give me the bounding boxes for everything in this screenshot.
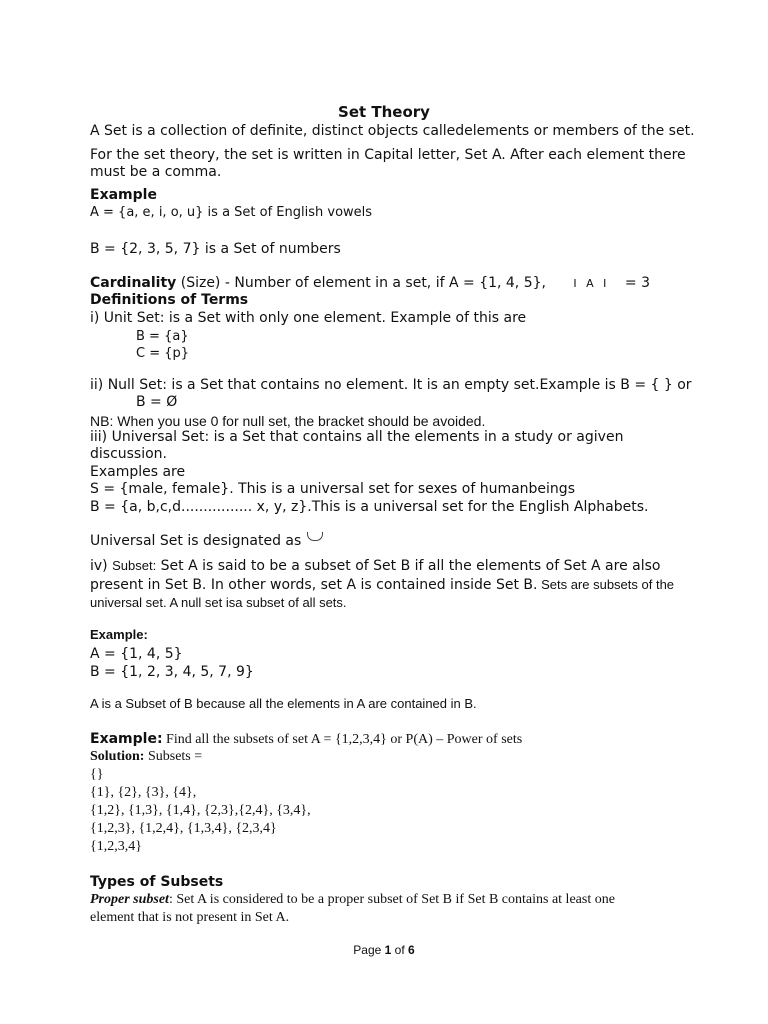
- null-set-example: B = Ø: [136, 394, 178, 410]
- example-set-b: B = {2, 3, 5, 7} is a Set of numbers: [90, 241, 341, 257]
- subset-row: {1}, {2}, {3}, {4},: [90, 785, 197, 800]
- proper-subset-text-1: : Set A is considered to be a proper subset of Set B if Set B contains at least one: [168, 892, 615, 907]
- solution-text: Subsets =: [144, 749, 203, 764]
- power-question-text: Find all the subsets of set A = {1,2,3,4} or P(A) – Power of sets: [162, 732, 523, 747]
- nb-note: NB: When you use 0 for null set, the bracket should be avoided.: [90, 413, 486, 429]
- solution-label: Solution:: [90, 749, 145, 764]
- cardinality-equals: = 3: [624, 275, 650, 291]
- universal-set-definition-1: iii) Universal Set: is a Set that contains all the elements in a study or agiven: [90, 429, 624, 445]
- universal-designated-line: [90, 532, 323, 549]
- subset-label: Subset:: [112, 558, 157, 573]
- cardinality-line: [90, 275, 650, 291]
- page-title: Set Theory: [338, 103, 430, 121]
- universal-example-1: S = {male, female}. This is a universal set for sexes of humanbeings: [90, 481, 575, 497]
- definitions-heading: Definitions of Terms: [90, 292, 249, 308]
- intro-line-1: A Set is a collection of definite, distinct objects calledelements or members of the set.: [90, 123, 695, 139]
- example-heading: Example: [90, 187, 157, 203]
- footer-page-number: 1: [384, 943, 392, 957]
- unit-set-example-1: B = {a}: [136, 329, 189, 344]
- intro-line-3: must be a comma.: [90, 164, 222, 180]
- solution-line: [90, 749, 202, 765]
- example-set-a: A = {a, e, i, o, u} is a Set of English vowels: [90, 205, 373, 220]
- subset-row: {1,2}, {1,3}, {1,4}, {2,3},{2,4}, {3,4},: [90, 803, 311, 818]
- subset-conclusion: A is a Subset of B because all the elements in A are contained in B.: [90, 696, 477, 711]
- power-example-label: Example:: [90, 731, 163, 747]
- universal-example-2: B = {a, b,c,d................ x, y, z}.This is a universal set for the English Alphabets.: [90, 499, 649, 515]
- universal-set-symbol-icon: [307, 532, 323, 541]
- subset-definition-2: [90, 577, 674, 593]
- subset-definition-1: [90, 558, 660, 574]
- subset-example-heading: Example:: [90, 627, 148, 642]
- types-of-subsets-heading: Types of Subsets: [90, 874, 224, 890]
- cardinality-notation: I A I: [573, 277, 610, 290]
- power-set-question: [90, 731, 522, 748]
- proper-subset-label: Proper subset: [90, 892, 169, 907]
- null-set-definition: ii) Null Set: is a Set that contains no element. It is an empty set.Example is B = { } or: [90, 377, 692, 393]
- subset-example-b: B = {1, 2, 3, 4, 5, 7, 9}: [90, 664, 254, 680]
- subset-definition-3: universal set. A null set isa subset of all sets.: [90, 595, 347, 610]
- footer-page-total: 6: [408, 943, 415, 957]
- subset-example-a: A = {1, 4, 5}: [90, 646, 183, 662]
- subset-text-2-small: Sets are subsets of the: [537, 577, 675, 592]
- subset-text-1: Set A is said to be a subset of Set B if all the elements of Set A are also: [156, 558, 661, 574]
- examples-are-label: Examples are: [90, 464, 186, 480]
- footer-of-word: of: [391, 943, 409, 957]
- cardinality-text: Number of element in a set, if A = {1, 4, 5},: [234, 275, 546, 291]
- proper-subset-line-2: element that is not present in Set A.: [90, 910, 290, 925]
- page-footer: [0, 944, 768, 958]
- universal-set-definition-2: discussion.: [90, 446, 168, 462]
- universal-designated-text: Universal Set is designated as: [90, 533, 302, 549]
- cardinality-label: Cardinality: [90, 275, 177, 291]
- subset-number: iv): [90, 558, 108, 574]
- subset-row: {1,2,3}, {1,2,4}, {1,3,4}, {2,3,4}: [90, 821, 277, 836]
- proper-subset-line-1: [90, 892, 615, 908]
- subset-row: {}: [90, 767, 104, 782]
- intro-line-2: For the set theory, the set is written in Capital letter, Set A. After each element there: [90, 147, 686, 163]
- footer-page-word: Page: [353, 943, 385, 957]
- subset-row: {1,2,3,4}: [90, 839, 142, 854]
- unit-set-definition: i) Unit Set: is a Set with only one element. Example of this are: [90, 310, 527, 326]
- unit-set-example-2: C = {p}: [136, 346, 190, 361]
- cardinality-size: (Size) -: [176, 275, 235, 291]
- subset-text-2: present in Set B. In other words, set A is contained inside Set B.: [90, 577, 538, 593]
